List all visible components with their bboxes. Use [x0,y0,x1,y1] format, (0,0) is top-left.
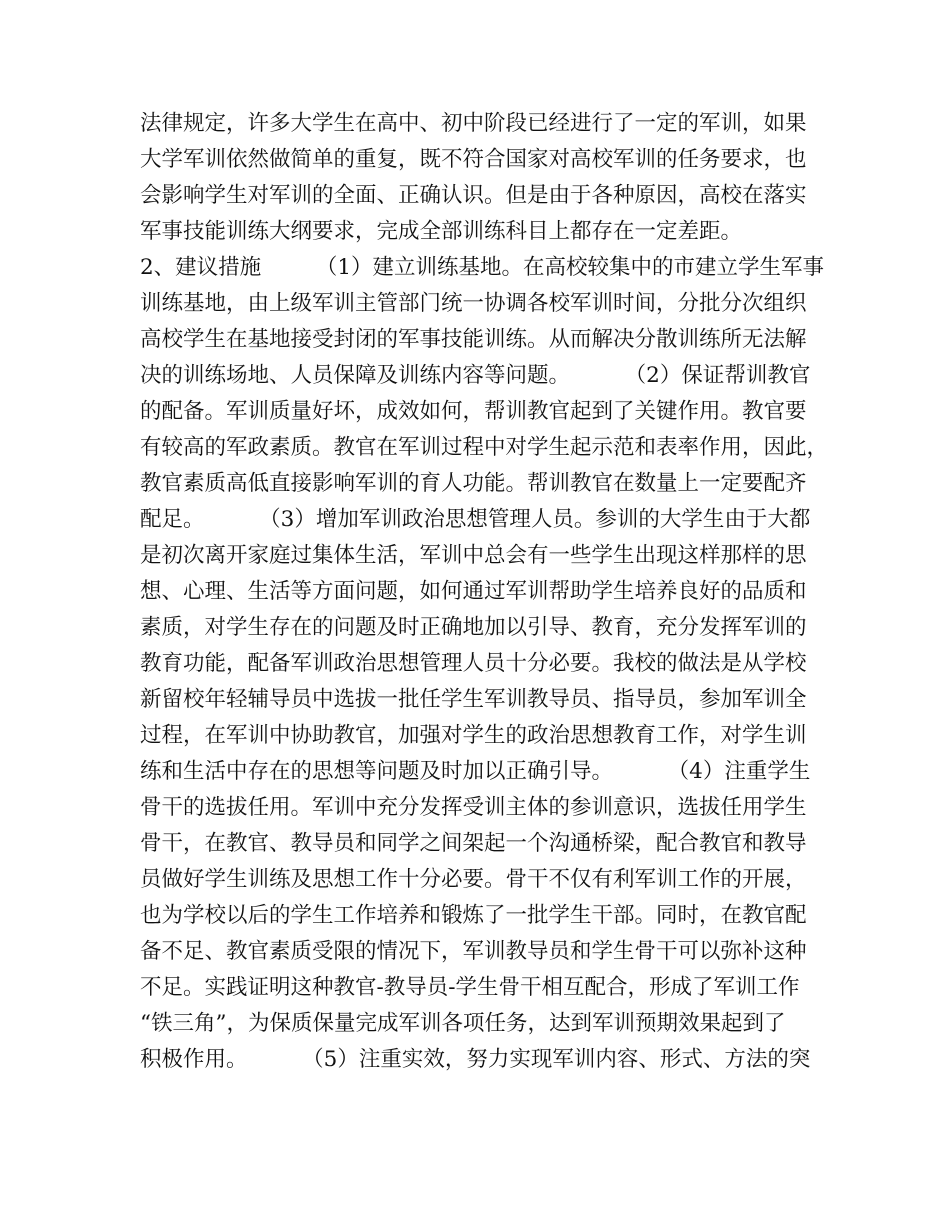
text-line: 骨干，在教官、教导员和同学之间架起一个沟通桥梁，配合教官和教导 [140,831,807,856]
text-line: 有较高的军政素质。教官在军训过程中对学生起示范和表率作用，因此， [140,435,829,460]
text-line: 教官素质高低直接影响军训的育人功能。帮训教官在数量上一定要配齐 [140,471,807,496]
text-line: 骨干的选拔任用。军训中充分发挥受训主体的参训意识，选拔任用学生 [140,795,807,820]
text-line: 练和生活中存在的思想等问题及时加以正确引导。 （4）注重学生 [140,759,811,784]
text-line: 想、心理、生活等方面问题，如何通过军训帮助学生培养良好的品质和 [140,579,807,604]
text-line: 过程，在军训中协助教官，加强对学生的政治思想教育工作，对学生训 [140,723,807,748]
text-line: 员做好学生训练及思想工作十分必要。骨干不仅有利军训工作的开展， [140,867,807,892]
text-line: 也为学校以后的学生工作培养和锻炼了一批学生干部。同时，在教官配 [140,903,807,928]
text-line: 备不足、教官素质受限的情况下，军训教导员和学生骨干可以弥补这种 [140,939,807,964]
text-line: 军事技能训练大纲要求，完成全部训练科目上都存在一定差距。 [140,219,743,244]
text-line: 不足。实践证明这种教官-教导员-学生骨干相互配合，形成了军训工作 [140,975,800,1000]
text-line: 积极作用。 （5）注重实效，努力实现军训内容、形式、方法的突 [140,1047,811,1072]
text-line: 2、建议措施 （1）建立训练基地。在高校较集中的市建立学生军事 [140,255,825,280]
text-line: 教育功能，配备军训政治思想管理人员十分必要。我校的做法是从学校 [140,651,807,676]
text-line: 决的训练场地、人员保障及训练内容等问题。 （2）保证帮训教官 [140,363,811,388]
text-line: 是初次离开家庭过集体生活，军训中总会有一些学生出现这样那样的思 [140,543,807,568]
text-line: 训练基地，由上级军训主管部门统一协调各校军训时间，分批分次组织 [140,291,807,316]
text-line: 法律规定，许多大学生在高中、初中阶段已经进行了一定的军训，如果 [140,111,807,136]
body-text [140,106,840,1078]
text-line: 大学军训依然做简单的重复，既不符合国家对高校军训的任务要求，也 [140,147,807,172]
text-line: 高校学生在基地接受封闭的军事技能训练。从而解决分散训练所无法解 [140,327,807,352]
text-line: “铁三角”，为保质保量完成军训各项任务，达到军训预期效果起到了 [140,1011,786,1036]
text-line: 的配备。军训质量好坏，成效如何，帮训教官起到了关键作用。教官要 [140,399,807,424]
text-line: 会影响学生对军训的全面、正确认识。但是由于各种原因，高校在落实 [140,183,807,208]
text-line: 素质，对学生存在的问题及时正确地加以引导、教育，充分发挥军训的 [140,615,807,640]
text-line: 新留校年轻辅导员中选拔一批任学生军训教导员、指导员，参加军训全 [140,687,807,712]
text-line: 配足。 （3）增加军训政治思想管理人员。参训的大学生由于大都 [140,507,811,532]
